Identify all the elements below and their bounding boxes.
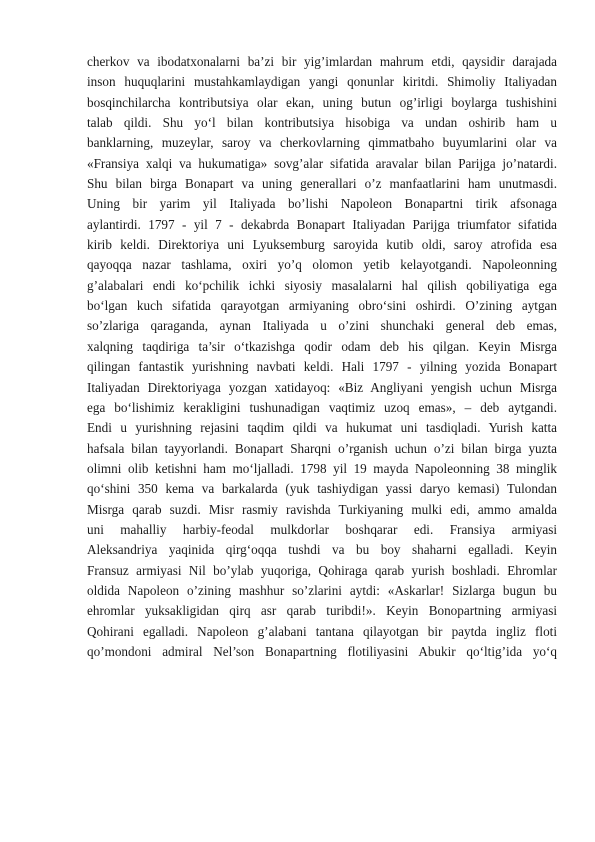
- text-line: ehromlar yuksakligidan qirq asr qarab turibdi!». Keyin Bonopartning armiyasi: [87, 603, 557, 619]
- text-line: Uning bir yarim yil Italiyada bo’lishi Napoleon Bonapartni tirik afsonaga: [87, 196, 557, 212]
- text-line: bo‘lgan kuch sifatida qarayotgan armiyaning obro‘sini oshirdi. O’zining aytgan: [87, 298, 557, 314]
- text-line: Misrga qarab suzdi. Misr rasmiy ravishda Turkiyaning mulki edi, ammo amalda: [87, 501, 557, 517]
- text-line: inson huquqlarini mustahkamlaydigan yangi qonunlar kiritdi. Shimoliy Italiyadan: [87, 74, 557, 90]
- text-line: so’zlariga qaraganda, aynan Italiyada u o’zini shunchaki general deb emas,: [87, 318, 557, 334]
- text-line: qo‘shini 350 kema va barkalarda (yuk tashiydigan yassi daryo kemasi) Tulondan: [87, 481, 557, 497]
- text-line: banklarning, muzeylar, saroy va cherkovlarning qimmatbaho buyumlarini olar va: [87, 135, 557, 151]
- text-line: ega bo‘lishimiz kerakligini tushunadigan vaqtimiz uzoq emas», – deb aytgandi.: [87, 399, 557, 415]
- text-line: qayoqqa nazar tashlama, oxiri yo’q olomon yetib kelayotgandi. Napoleonning: [87, 257, 557, 273]
- text-line: bosqinchilarcha kontributsiya olar ekan, uning butun og’irligi boylarga tushishini: [87, 94, 557, 110]
- text-line: Shu bilan birga Bonapart va uning generallari o’z manfaatlarini ham unutmasdi.: [87, 176, 557, 192]
- text-line: aylantirdi. 1797 - yil 7 - dekabrda Bonapart Italiyadan Parijga triumfator sifatida: [87, 216, 557, 232]
- document-page: [87, 52, 557, 662]
- text-line: qo’mondoni admiral Nel’son Bonapartning flotiliyasini Abukir qo‘ltig’ida yo‘q: [87, 643, 557, 659]
- text-line: Fransuz armiyasi Nil bo’ylab yuqoriga, Qohiraga qarab yurish boshladi. Ehromlar: [87, 562, 557, 578]
- text-line: g’alabalari endi ko‘pchilik ichki siyosiy masalalarni hal qilish qobiliyatiga ega: [87, 277, 557, 293]
- text-line: talab qildi. Shu yo‘l bilan kontributsiya hisobiga va undan oshirib ham u: [87, 115, 557, 131]
- text-line: Aleksandriya yaqinida qirg‘oqqa tushdi va bu boy shaharni egalladi. Keyin: [87, 542, 557, 558]
- text-line: Endi u yurishning rejasini taqdim qildi va hukumat uni tasdiqladi. Yurish katta: [87, 420, 557, 436]
- text-line: «Fransiya xalqi va hukumatiga» sovg’alar sifatida aravalar bilan Parijga jo’natardi.: [87, 155, 557, 171]
- text-line: xalqning taqdiriga ta’sir o‘tkazishga qodir odam deb his qilgan. Keyin Misrga: [87, 338, 557, 354]
- text-line: uni mahalliy harbiy-feodal mulkdorlar boshqarar edi. Fransiya armiyasi: [87, 521, 557, 537]
- text-line: qilingan fantastik yurishning navbati keldi. Hali 1797 - yilning yozida Bonapart: [87, 359, 557, 375]
- text-line: olimni olib ketishni ham mo‘ljalladi. 1798 yil 19 mayda Napoleonning 38 minglik: [87, 460, 557, 476]
- text-line: kirib keldi. Direktoriya uni Lyuksemburg saroyida kutib oldi, saroy atrofida esa: [87, 237, 557, 253]
- text-line: hafsala bilan tayyorlandi. Bonapart Sharqni o’rganish uchun o’zi bilan birga yuzta: [87, 440, 557, 456]
- text-line: cherkov va ibodatxonalarni ba’zi bir yig’imlardan mahrum etdi, qaysidir darajada: [87, 54, 557, 69]
- text-line: oldida Napoleon o’zining mashhur so’zlarini aytdi: «Askarlar! Sizlarga bugun bu: [87, 582, 557, 598]
- text-line: Italiyadan Direktoriyaga yozgan xatidayoq: «Biz Angliyani yengish uchun Misrga: [87, 379, 557, 395]
- text-line: Qohirani egalladi. Napoleon g’alabani tantana qilayotgan bir paytda ingliz floti: [87, 623, 557, 639]
